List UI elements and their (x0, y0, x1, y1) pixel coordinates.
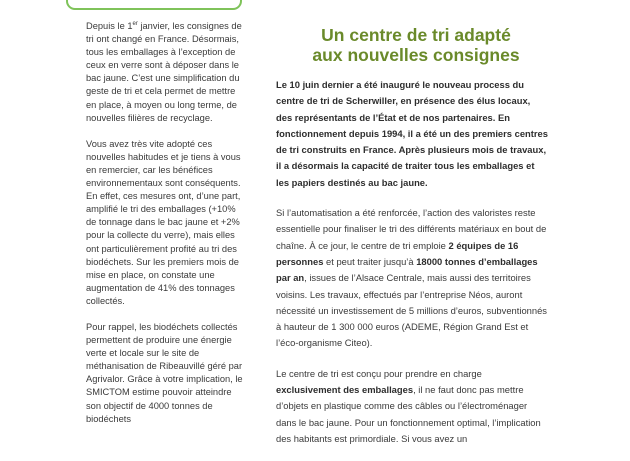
article-p3-bold-packaging: exclusivement des emballages (276, 384, 414, 396)
left-p1-superscript: er (132, 20, 138, 27)
article-title (276, 25, 548, 65)
left-paragraph-2: Vous avez très vite adopté ces nouvelles habitudes et je tiens à vous en remercier, car les bénéfices environnementaux sont conséquents. En effet, ces mesures ont, d’une part, amplifié le tri des emballages (+10% de tonnage dans le bac jaune et +2% pour la collecte du verre), mais elles ont particulièrement profité au tri des biodéchets. Sur les premiers mois de mise en place, on constate une augmentation de 41% des tonnages collectés. (86, 138, 241, 306)
article-p2-bold-teams: 2 équipes de 16 personnes (276, 239, 519, 267)
article-p2-bold-tonnage: 18000 tonnes d’emballages par an (276, 255, 538, 284)
left-p1-text-a: Depuis le 1 (86, 21, 133, 31)
article-intro: Le 10 juin dernier a été inauguré le nouveau process du centre de tri de Scherwiller, en présence des élus locaux, des représentants de l’État et de nos partenaires. En fonctionnement depuis 1994, il a été un des premiers centres de tri construits en France. Après plusieurs mois de travaux, il a désormais la capacité de traiter tous les emballages et les papiers destinés au bac jaune. (276, 79, 548, 188)
article-p2-text-e: , issues de l’Alsace Centrale, mais aussi des territoires voisins. Les travaux, effectués par l’entreprise Néos, auront nécessité un investissement de 5 millions d’euros, subventionnés à hauteur de 1 300 000 euros (ADEME, Région Grand Est et l’éco-organisme Citeo). (276, 272, 547, 349)
left-paragraph-3: Pour rappel, les biodéchets collectés permettent de produire une énergie verte et locale sur le site de méthanisation de Ribeauvillé géré par Agrivalor. Grâce à votre implication, le SMICTOM estime pouvoir atteindre son objectif de 4000 tonnes de biodéchets (86, 321, 243, 424)
article-title-line-2: aux nouvelles consignes (312, 45, 520, 65)
left-paragraph-1 (86, 20, 248, 125)
article-paragraph-3 (276, 366, 548, 447)
article-p2-text-c: et peut traiter jusqu’à (323, 255, 417, 267)
article-p3-text-a: Le centre de tri est conçu pour prendre en charge (276, 367, 482, 379)
article-p3-text-c: , il ne faut donc pas mettre d’objets en plastique comme des câbles ou l’électroménager dans le bac jaune. Pour un fonctionnement optimal, l’implication des habitants est primordiale. Si vous avez un (276, 384, 541, 444)
article-column (276, 25, 548, 461)
article-p2-text-a: Si l’automatisation a été renforcée, l’action des valoristes reste essentielle pour finaliser le tri des différents matériaux en bout de chaîne. À ce jour, le centre de tri emploie (276, 207, 547, 251)
left-p1-text-b: janvier, les consignes de tri ont changé en France. Désormais, tous les emballages à l’exception de ceux en verre sont à déposer dans le bac jaune. C’est une simplification du geste de tri et cela permet de mettre en place, à moyen ou long terme, de nouvelles filières de recyclage. (86, 21, 242, 123)
top-green-frame (66, 0, 242, 10)
left-column (86, 20, 248, 439)
article-title-line-1: Un centre de tri adapté (321, 25, 511, 45)
article-paragraph-2 (276, 205, 548, 352)
